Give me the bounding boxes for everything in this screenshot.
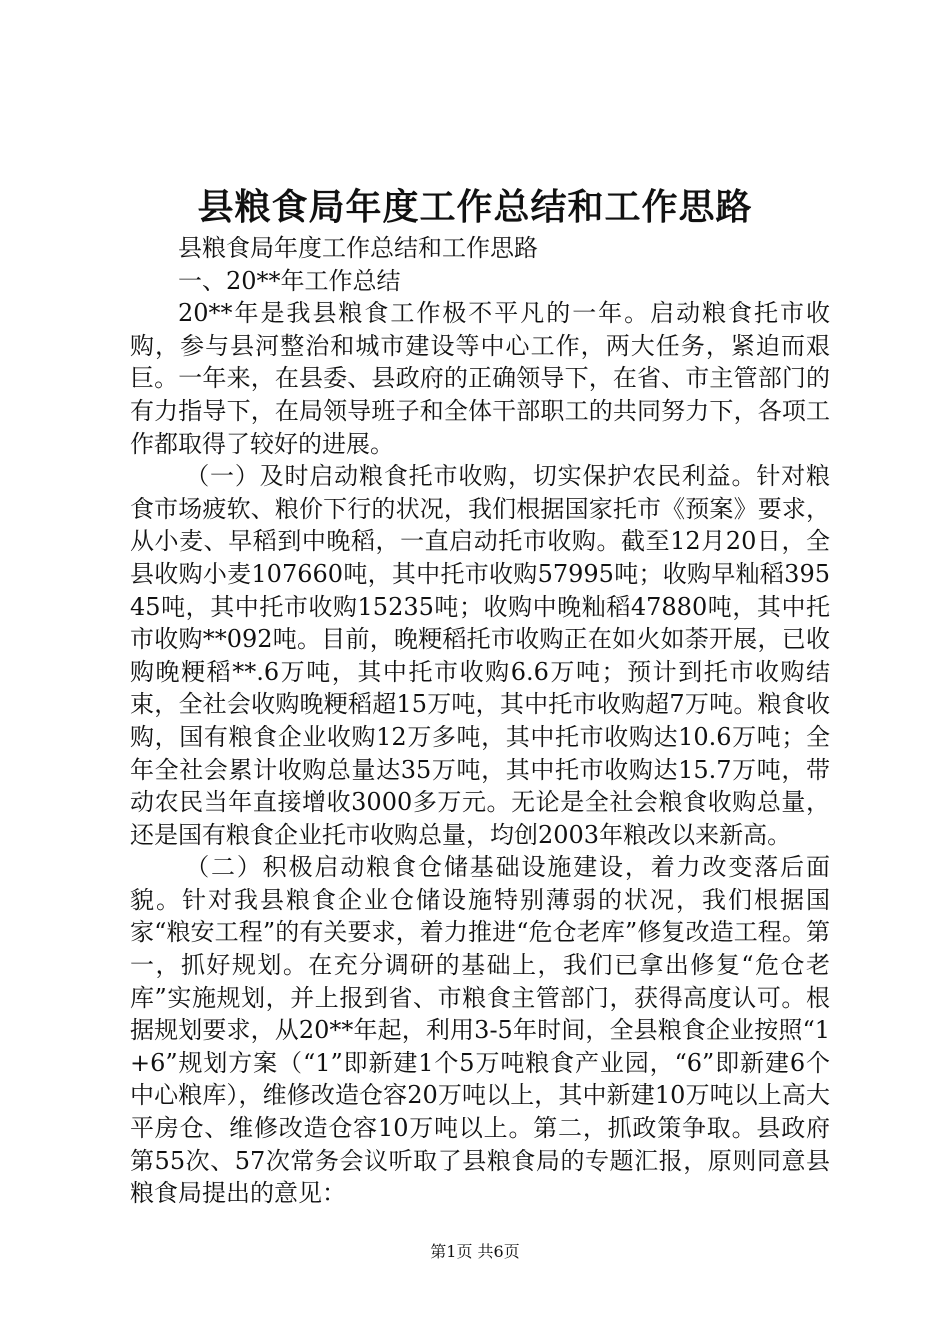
section-2-paragraph: （二）积极启动粮食仓储基础设施建设，着力改变落后面貌。针对我县粮食企业仓储设施特别薄弱的状况，我们根据国家“粮安工程”的有关要求，着力推进“危仓老库”修复改造工程。第一，抓好规划。在充分调研的基础上，我们已拿出修复“危仓老库”实施规划，并上报到省、市粮食主管部门，获得高度认可。根据规划要求，从20**年起，利用3-5年时间，全县粮食企业按照“1+6”规划方案（“1”即新建1个5万吨粮食产业园，“6”即新建6个中心粮库），维修改造仓容20万吨以上，其中新建10万吨以上高大平房仓、维修改造仓容10万吨以上。第二，抓政策争取。县政府第55次、57次常务会议听取了县粮食局的专题汇报，原则同意县粮食局提出的意见： (130, 853, 830, 1208)
document-body (130, 232, 830, 1210)
intro-paragraph: 20**年是我县粮食工作极不平凡的一年。启动粮食托市收购，参与县河整治和城市建设等中心工作，两大任务，紧迫而艰巨。一年来，在县委、县政府的正确领导下，在省、市主管部门的有力指导下，在局领导班子和全体干部职工的共同努力下，各项工作都取得了较好的进展。 (130, 299, 830, 458)
section-heading: 一、20**年工作总结 (178, 266, 401, 295)
document-title: 县粮食局年度工作总结和工作思路 (197, 186, 753, 228)
body-subtitle: 县粮食局年度工作总结和工作思路 (178, 234, 538, 262)
page-number-footer: 第1页 共6页 (430, 1242, 520, 1261)
section-1-paragraph: （一）及时启动粮食托市收购，切实保护农民利益。针对粮食市场疲软、粮价下行的状况，我们根据国家托市《预案》要求，从小麦、早稻到中晚稻，一直启动托市收购。截至12月20日，全县收购小麦107660吨，其中托市收购57995吨；收购早籼稻39545吨，其中托市收购15235吨；收购中晚籼稻47880吨，其中托市收购**092吨。目前，晚粳稻托市收购正在如火如荼开展，已收购晚粳稻**.6万吨，其中托市收购6.6万吨；预计到托市收购结束，全社会收购晚粳稻超15万吨，其中托市收购超7万吨。粮食收购，国有粮食企业收购12万多吨，其中托市收购达10.6万吨；全年全社会累计收购总量达35万吨，其中托市收购达15.7万吨，带动农民当年直接增收3000多万元。无论是全社会粮食收购总量，还是国有粮食企业托市收购总量，均创2003年粮改以来新高。 (130, 462, 830, 849)
